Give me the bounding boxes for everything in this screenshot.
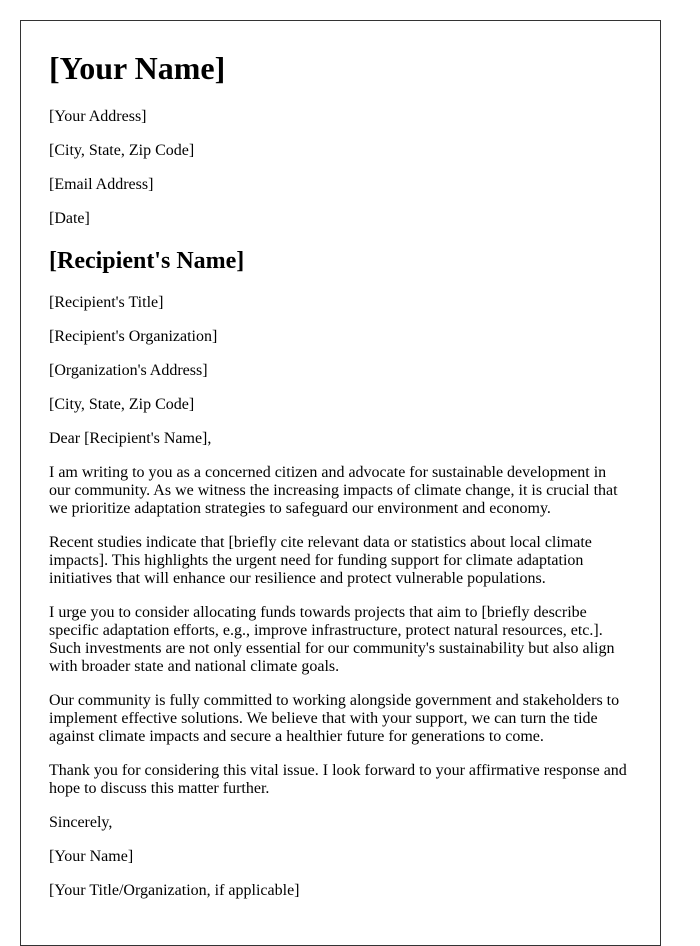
body-paragraph: Our community is fully committed to working alongside government and stakeholders to implement effective solutions. We believe that with your support, we can turn the tide against climate impacts and secure a healthier future for generations to come. (49, 692, 620, 745)
closing-name: [Your Name] (49, 848, 134, 865)
closing-title-org: [Your Title/Organization, if applicable] (49, 882, 300, 899)
body-paragraph: Recent studies indicate that [briefly cite relevant data or statistics about local climate impacts]. This highlights the urgent need for funding support for climate adaptation initiatives that will enhance our resilience and protect vulnerable populations. (49, 534, 592, 587)
recipient-city-state-zip: [City, State, Zip Code] (49, 396, 195, 413)
body-paragraph: I urge you to consider allocating funds towards projects that aim to [briefly describe specific adaptation efforts, e.g., improve infrastructure, protect natural resources, etc.]. Such investments are not only essential for our community's sustainability but also align with broader state and national climate goals. (49, 604, 615, 675)
sender-address: [Your Address] (49, 108, 147, 125)
recipient-name-heading: [Recipient's Name] (49, 248, 245, 274)
recipient-org-address: [Organization's Address] (49, 362, 208, 379)
body-paragraph: Thank you for considering this vital issue. I look forward to your affirmative response and hope to discuss this matter further. (49, 762, 627, 797)
salutation: Dear [Recipient's Name], (49, 430, 212, 447)
body-paragraph: I am writing to you as a concerned citizen and advocate for sustainable development in our community. As we witness the increasing impacts of climate change, it is crucial that we prioritize adaptation strategies to safeguard our environment and economy. (49, 464, 618, 517)
recipient-title: [Recipient's Title] (49, 294, 164, 311)
sender-name-heading: [Your Name] (49, 50, 226, 86)
sender-city-state-zip: [City, State, Zip Code] (49, 142, 195, 159)
recipient-organization: [Recipient's Organization] (49, 328, 218, 345)
sender-email: [Email Address] (49, 176, 154, 193)
letter-container (20, 20, 661, 946)
letter-date: [Date] (49, 210, 90, 227)
closing-valediction: Sincerely, (49, 814, 113, 831)
